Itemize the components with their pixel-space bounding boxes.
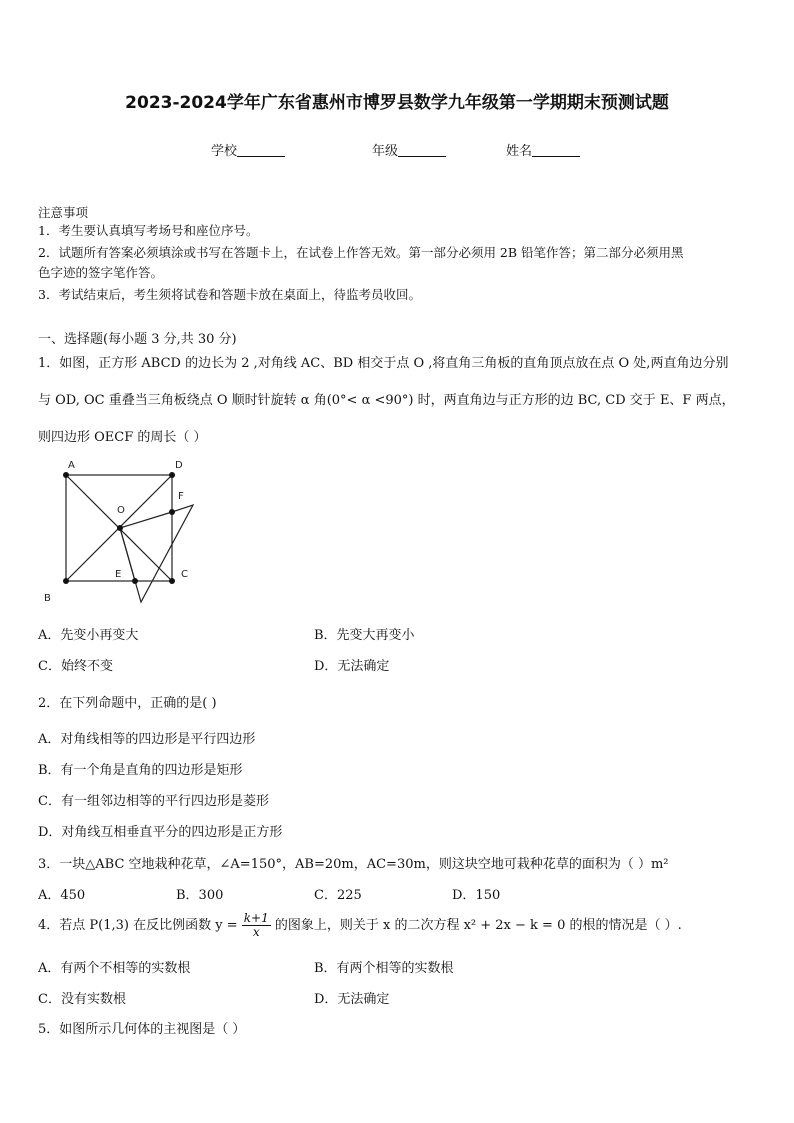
- name-label: 姓名: [506, 144, 533, 159]
- name-field: [506, 140, 580, 159]
- q4-fraction-numerator: k+1: [243, 911, 269, 925]
- q2-option-d[interactable]: D．对角线互相垂直平分的四边形是正方形: [38, 825, 283, 840]
- q1-option-d[interactable]: D．无法确定: [314, 659, 390, 674]
- grade-field: [372, 140, 446, 159]
- school-field: [211, 140, 285, 159]
- label-o: O: [117, 505, 125, 516]
- note-item-2-cont: 色字迹的签字笔作答。: [38, 265, 164, 280]
- q3-option-a[interactable]: A．450: [38, 888, 86, 903]
- q1-figure: [38, 455, 208, 605]
- label-d: D: [175, 460, 183, 471]
- q4-stem: [38, 912, 682, 939]
- label-c: C: [181, 569, 188, 580]
- name-blank: [532, 142, 580, 157]
- q1-option-c[interactable]: C．始终不变: [38, 659, 113, 674]
- q1-line-3: 则四边形 OECF 的周长（ ）: [38, 430, 207, 445]
- school-blank: [237, 142, 285, 157]
- page-title: 2023-2024学年广东省惠州市博罗县数学九年级第一学期期末预测试题: [125, 93, 669, 113]
- q2-option-b[interactable]: B．有一个角是直角的四边形是矩形: [38, 763, 243, 778]
- note-item-1: 1．考生要认真填写考场号和座位序号。: [38, 223, 259, 238]
- q1-option-b[interactable]: B．先变大再变小: [314, 628, 415, 643]
- q4-stem-end: 的图象上，则关于 x 的二次方程 x² + 2x − k = 0 的根的情况是（ ）.: [274, 918, 682, 933]
- label-a: A: [68, 460, 75, 471]
- note-item-2: 2．试题所有答案必须填涂或书写在答题卡上，在试卷上作答无效。第一部分必须用 2B 铅笔作答；第二部分必须用黑: [38, 245, 684, 260]
- q4-option-c[interactable]: C．没有实数根: [38, 992, 126, 1007]
- q4-fraction-denominator: x: [252, 925, 260, 939]
- q4-option-b[interactable]: B．有两个相等的实数根: [314, 961, 454, 976]
- section-heading: 一、选择题(每小题 3 分,共 30 分): [38, 332, 237, 347]
- q1-line-2: 与 OD, OC 重叠当三角板绕点 O 顺时针旋转 α 角(0°< α <90°) 时，两直角边与正方形的边 BC, CD 交于 E、F 两点，: [38, 393, 735, 408]
- label-e: E: [115, 569, 122, 580]
- q4-fraction: [242, 912, 271, 939]
- label-f: F: [178, 491, 184, 502]
- q3-stem: 3．一块△ABC 空地栽种花草，∠A=150°，AB=20m，AC=30m，则这块空地可栽种花草的面积为（ ）m²: [38, 857, 669, 872]
- q2-option-c[interactable]: C．有一组邻边相等的平行四边形是菱形: [38, 794, 269, 809]
- q1-option-a[interactable]: A．先变小再变大: [38, 628, 139, 643]
- triangle-board: [120, 505, 193, 602]
- q3-option-c[interactable]: C．225: [314, 888, 362, 903]
- grade-blank: [398, 142, 446, 157]
- notes-heading: 注意事项: [38, 205, 89, 220]
- q3-option-d[interactable]: D．150: [452, 888, 501, 903]
- label-b: B: [44, 593, 51, 604]
- note-item-3: 3．考试结束后，考生须将试卷和答题卡放在桌面上，待监考员收回。: [38, 287, 421, 302]
- q3-option-b[interactable]: B．300: [176, 888, 224, 903]
- q4-option-d[interactable]: D．无法确定: [314, 992, 390, 1007]
- q5-stem: 5．如图所示几何体的主视图是（ ）: [38, 1022, 246, 1037]
- q4-option-a[interactable]: A．有两个不相等的实数根: [38, 961, 191, 976]
- q4-stem-start: 4．若点 P(1,3) 在反比例函数 y =: [38, 918, 238, 933]
- q1-line-1: 1．如图，正方形 ABCD 的边长为 2 ,对角线 AC、BD 相交于点 O ,将直角三角板的直角顶点放在点 O 处,两直角边分别: [38, 356, 729, 371]
- q2-option-a[interactable]: A．对角线相等的四边形是平行四边形: [38, 732, 256, 747]
- school-label: 学校: [211, 144, 238, 159]
- q2-stem: 2．在下列命题中，正确的是( ): [38, 696, 217, 711]
- grade-label: 年级: [372, 144, 399, 159]
